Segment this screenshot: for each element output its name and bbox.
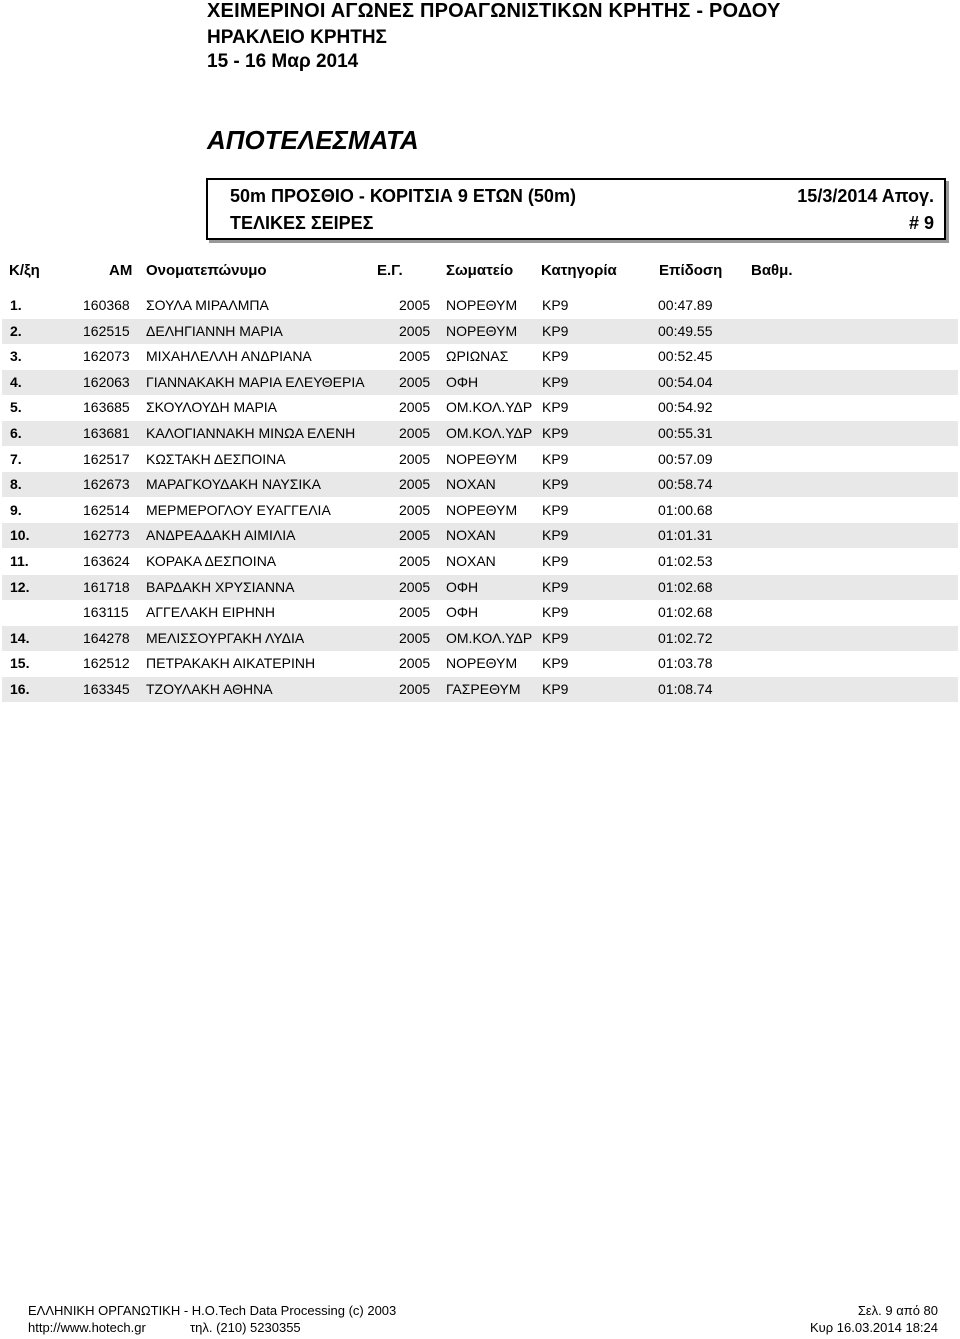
name-cell: ΚΟΡΑΚΑ ΔΕΣΠΟΙΝΑ — [146, 553, 277, 569]
year-cell: 2005 — [399, 348, 431, 364]
name-cell: ΓΙΑΝΝΑΚΑΚΗ ΜΑΡΙΑ ΕΛΕΥΘΕΡΙΑ — [146, 374, 365, 390]
time-cell: 00:54.04 — [658, 374, 713, 390]
club-cell: ΓΑΣΡΕΘΥΜ — [446, 681, 521, 697]
name-cell: ΜΕΡΜΕΡΟΓΛΟΥ ΕΥΑΓΓΕΛΙΑ — [146, 502, 331, 518]
category-cell: ΚΡ9 — [542, 579, 569, 595]
club-cell: ΝΟΡΕΘΥΜ — [446, 323, 518, 339]
time-cell: 00:55.31 — [658, 425, 713, 441]
year-cell: 2005 — [399, 604, 431, 620]
am-cell: 163624 — [83, 553, 130, 569]
year-cell: 2005 — [399, 451, 431, 467]
rank-cell: 1. — [10, 297, 22, 313]
time-cell: 01:02.53 — [658, 553, 713, 569]
club-cell: ΝΟΡΕΘΥΜ — [446, 297, 518, 313]
name-cell: ΤΖΟΥΛΑΚΗ ΑΘΗΝΑ — [146, 681, 273, 697]
category-cell: ΚΡ9 — [542, 630, 569, 646]
category-cell: ΚΡ9 — [542, 451, 569, 467]
am-cell: 163681 — [83, 425, 130, 441]
name-cell: ΜΑΡΑΓΚΟΥΔΑΚΗ ΝΑΥΣΙΚΑ — [146, 476, 321, 492]
year-cell: 2005 — [399, 502, 431, 518]
category-cell: ΚΡ9 — [542, 425, 569, 441]
year-cell: 2005 — [399, 553, 431, 569]
table-row — [2, 498, 958, 523]
year-cell: 2005 — [399, 323, 431, 339]
am-cell: 162073 — [83, 348, 130, 364]
table-row — [2, 549, 958, 574]
category-cell: ΚΡ9 — [542, 527, 569, 543]
club-cell: ΟΦΗ — [446, 604, 479, 620]
col-header-category: Κατηγορία — [541, 262, 617, 279]
year-cell: 2005 — [399, 425, 431, 441]
meet-title: ΧΕΙΜΕΡΙΝΟΙ ΑΓΩΝΕΣ ΠΡΟΑΓΩΝΙΣΤΙΚΩΝ ΚΡΗΤΗΣ - ΡΟΔΟΥ — [207, 0, 781, 22]
year-cell: 2005 — [399, 630, 431, 646]
category-cell: ΚΡ9 — [542, 681, 569, 697]
club-cell: ΟΦΗ — [446, 579, 479, 595]
time-cell: 00:47.89 — [658, 297, 713, 313]
rank-cell: 15. — [10, 655, 30, 671]
time-cell: 00:49.55 — [658, 323, 713, 339]
section-title: ΑΠΟΤΕΛΕΣΜΑΤΑ — [207, 125, 419, 155]
club-cell: ΝΟΧΑΝ — [446, 527, 496, 543]
table-row — [2, 421, 958, 446]
table-row — [2, 600, 958, 625]
name-cell: ΚΩΣΤΑΚΗ ΔΕΣΠΟΙΝΑ — [146, 451, 286, 467]
year-cell: 2005 — [399, 399, 431, 415]
rank-cell: 4. — [10, 374, 22, 390]
am-cell: 164278 — [83, 630, 130, 646]
name-cell: ΔΕΛΗΓΙΑΝΝΗ ΜΑΡΙΑ — [146, 323, 283, 339]
name-cell: ΚΑΛΟΓΙΑΝΝΑΚΗ ΜΙΝΩΑ ΕΛΕΝΗ — [146, 425, 356, 441]
rank-cell: 7. — [10, 451, 22, 467]
table-row — [2, 677, 958, 702]
year-cell: 2005 — [399, 476, 431, 492]
col-header-am: ΑΜ — [109, 262, 133, 279]
footer-org: ΕΛΛΗΝΙΚΗ ΟΡΓΑΝΩΤΙΚΗ - Η.Ο.Tech Data Processing (c) 2003 — [28, 1303, 397, 1318]
footer-url: http://www.hotech.gr — [28, 1320, 146, 1335]
rank-cell: 2. — [10, 323, 22, 339]
am-cell: 163345 — [83, 681, 130, 697]
time-cell: 01:08.74 — [658, 681, 713, 697]
table-row — [2, 651, 958, 676]
category-cell: ΚΡ9 — [542, 604, 569, 620]
rank-cell: 9. — [10, 502, 22, 518]
time-cell: 00:54.92 — [658, 399, 713, 415]
meet-dates: 15 - 16 Μαρ 2014 — [207, 51, 359, 72]
club-cell: ΝΟΡΕΘΥΜ — [446, 502, 518, 518]
col-header-time: Επίδοση — [659, 262, 723, 279]
year-cell: 2005 — [399, 297, 431, 313]
am-cell: 162063 — [83, 374, 130, 390]
category-cell: ΚΡ9 — [542, 348, 569, 364]
event-subtitle: ΤΕΛΙΚΕΣ ΣΕΙΡΕΣ — [230, 213, 374, 233]
am-cell: 162514 — [83, 502, 130, 518]
table-row — [2, 523, 958, 548]
rank-cell: 3. — [10, 348, 22, 364]
meet-location: ΗΡΑΚΛΕΙΟ ΚΡΗΤΗΣ — [207, 27, 387, 48]
table-row — [2, 344, 958, 369]
year-cell: 2005 — [399, 655, 431, 671]
rank-cell: 10. — [10, 527, 30, 543]
am-cell: 162515 — [83, 323, 130, 339]
rank-cell: 12. — [10, 579, 30, 595]
category-cell: ΚΡ9 — [542, 476, 569, 492]
year-cell: 2005 — [399, 527, 431, 543]
category-cell: ΚΡ9 — [542, 655, 569, 671]
rank-cell: 16. — [10, 681, 30, 697]
table-row — [2, 395, 958, 420]
category-cell: ΚΡ9 — [542, 374, 569, 390]
time-cell: 00:57.09 — [658, 451, 713, 467]
time-cell: 01:01.31 — [658, 527, 713, 543]
table-row — [2, 472, 958, 497]
category-cell: ΚΡ9 — [542, 399, 569, 415]
time-cell: 00:52.45 — [658, 348, 713, 364]
club-cell: ΟΦΗ — [446, 374, 479, 390]
name-cell: ΒΑΡΔΑΚΗ ΧΡΥΣΙΑΝΝΑ — [146, 579, 295, 595]
event-date-session: 15/3/2014 Απογ. — [797, 186, 934, 206]
club-cell: ΟΜ.ΚΟΛ.ΥΔΡ — [446, 630, 533, 646]
time-cell: 01:03.78 — [658, 655, 713, 671]
category-cell: ΚΡ9 — [542, 297, 569, 313]
club-cell: ΝΟΡΕΘΥΜ — [446, 655, 518, 671]
name-cell: ΑΝΔΡΕΑΔΑΚΗ ΑΙΜΙΛΙΑ — [146, 527, 296, 543]
rank-cell: 14. — [10, 630, 30, 646]
club-cell: ΝΟΧΑΝ — [446, 553, 496, 569]
name-cell: ΠΕΤΡΑΚΑΚΗ ΑΙΚΑΤΕΡΙΝΗ — [146, 655, 316, 671]
col-header-points: Βαθμ. — [751, 262, 793, 279]
time-cell: 01:02.72 — [658, 630, 713, 646]
am-cell: 162517 — [83, 451, 130, 467]
table-row — [2, 626, 958, 651]
col-header-year: Ε.Γ. — [377, 262, 403, 279]
event-name: 50m ΠΡΟΣΘΙΟ - ΚΟΡΙΤΣΙΑ 9 ΕΤΩΝ (50m) — [230, 186, 576, 206]
am-cell: 163685 — [83, 399, 130, 415]
event-number: # 9 — [908, 213, 934, 233]
name-cell: ΣΟΥΛΑ ΜΙΡΑΛΜΠΑ — [146, 297, 269, 313]
am-cell: 162773 — [83, 527, 130, 543]
table-row — [2, 293, 958, 318]
col-header-name: Ονοματεπώνυμο — [146, 262, 267, 279]
col-header-rank: Κ/ξη — [9, 262, 40, 279]
year-cell: 2005 — [399, 681, 431, 697]
rank-cell: 8. — [10, 476, 22, 492]
am-cell: 163115 — [83, 604, 129, 620]
am-cell: 162673 — [83, 476, 130, 492]
club-cell: ΝΟΡΕΘΥΜ — [446, 451, 518, 467]
table-row — [2, 575, 958, 600]
name-cell: ΣΚΟΥΛΟΥΔΗ ΜΑΡΙΑ — [146, 399, 278, 415]
table-row — [2, 370, 958, 395]
table-row — [2, 447, 958, 472]
club-cell: ΝΟΧΑΝ — [446, 476, 496, 492]
time-cell: 01:00.68 — [658, 502, 713, 518]
category-cell: ΚΡ9 — [542, 323, 569, 339]
time-cell: 01:02.68 — [658, 604, 713, 620]
name-cell: ΜΙΧΑΗΛΕΛΛΗ ΑΝΔΡΙΑΝΑ — [146, 348, 312, 364]
event-box — [206, 178, 946, 240]
am-cell: 160368 — [83, 297, 130, 313]
year-cell: 2005 — [399, 579, 431, 595]
club-cell: ΟΜ.ΚΟΛ.ΥΔΡ — [446, 399, 533, 415]
time-cell: 00:58.74 — [658, 476, 713, 492]
year-cell: 2005 — [399, 374, 431, 390]
col-header-club: Σωματείο — [446, 262, 514, 279]
rank-cell: 6. — [10, 425, 22, 441]
time-cell: 01:02.68 — [658, 579, 713, 595]
footer-phone: τηλ. (210) 5230355 — [190, 1320, 301, 1335]
footer-printed: Κυρ 16.03.2014 18:24 — [810, 1320, 938, 1335]
table-row — [2, 319, 958, 344]
am-cell: 162512 — [83, 655, 130, 671]
name-cell: ΜΕΛΙΣΣΟΥΡΓΑΚΗ ΛΥΔΙΑ — [146, 630, 305, 646]
category-cell: ΚΡ9 — [542, 502, 569, 518]
name-cell: ΑΓΓΕΛΑΚΗ ΕΙΡΗΝΗ — [146, 604, 276, 620]
club-cell: ΩΡΙΩΝΑΣ — [446, 348, 509, 364]
am-cell: 161718 — [83, 579, 130, 595]
club-cell: ΟΜ.ΚΟΛ.ΥΔΡ — [446, 425, 533, 441]
rank-cell: 11. — [10, 553, 29, 569]
rank-cell: 5. — [10, 399, 22, 415]
footer-page: Σελ. 9 από 80 — [857, 1303, 938, 1318]
category-cell: ΚΡ9 — [542, 553, 569, 569]
